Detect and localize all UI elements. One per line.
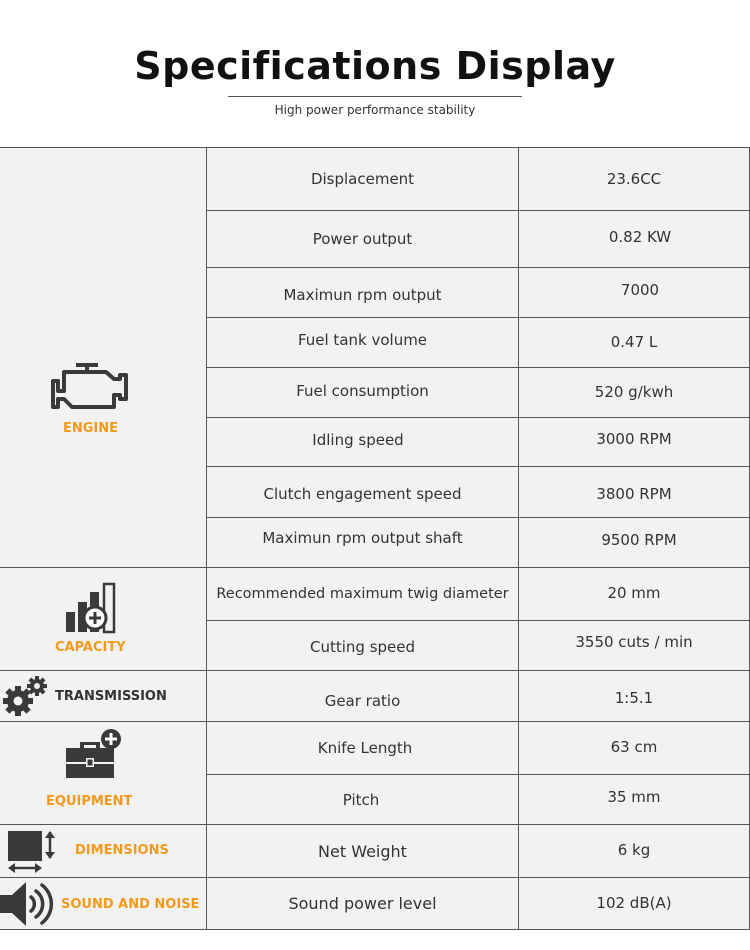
spec-name: Fuel tank volume bbox=[297, 331, 428, 349]
title-divider bbox=[228, 96, 522, 97]
category-sound-and-noise bbox=[0, 878, 206, 930]
speaker-icon bbox=[0, 880, 56, 928]
category-engine bbox=[0, 147, 206, 567]
spec-name: Recommended maximum twig diameter bbox=[216, 586, 509, 602]
spec-value: 9500 RPM bbox=[601, 531, 677, 549]
toolbox-icon bbox=[64, 726, 124, 782]
spec-value: 0.82 KW bbox=[608, 228, 672, 246]
spec-value: 20 mm bbox=[607, 584, 661, 602]
spec-value: 3550 cuts / min bbox=[575, 633, 693, 651]
category-label: ENGINE bbox=[63, 421, 119, 436]
spec-value: 7000 bbox=[620, 280, 660, 299]
page-header bbox=[0, 0, 750, 147]
dimensions-icon bbox=[6, 829, 58, 873]
spec-value: 3800 RPM bbox=[596, 485, 672, 503]
category-transmission bbox=[0, 671, 206, 721]
capacity-icon bbox=[64, 582, 118, 634]
category-equipment bbox=[0, 722, 206, 824]
page-title: Specifications Display bbox=[134, 44, 616, 88]
spec-value: 35 mm bbox=[607, 788, 661, 806]
spec-value: 3000 RPM bbox=[596, 430, 672, 448]
spec-name: Fuel consumption bbox=[296, 382, 429, 400]
spec-name: Idling speed bbox=[312, 431, 404, 449]
engine-icon bbox=[50, 361, 130, 413]
spec-value: 1:5.1 bbox=[614, 689, 654, 707]
spec-name: Cutting speed bbox=[309, 637, 416, 656]
category-capacity bbox=[0, 568, 206, 670]
page-subtitle: High power performance stability bbox=[274, 103, 476, 117]
row-divider bbox=[207, 466, 750, 467]
category-label: CAPACITY bbox=[55, 640, 126, 655]
spec-name: Sound power level bbox=[288, 893, 437, 913]
spec-name: Knife Length bbox=[317, 739, 413, 757]
category-label: DIMENSIONS bbox=[75, 843, 169, 858]
category-label: SOUND AND NOISE bbox=[61, 897, 200, 912]
spec-value: 63 cm bbox=[610, 738, 658, 756]
spec-value: 23.6CC bbox=[606, 170, 662, 188]
spec-name: Maximun rpm output shaft bbox=[262, 529, 463, 547]
specifications-table bbox=[0, 147, 750, 930]
spec-name: Displacement bbox=[310, 170, 415, 188]
gears-icon bbox=[2, 675, 48, 717]
spec-name: Pitch bbox=[342, 790, 380, 809]
spec-name: Power output bbox=[312, 230, 413, 248]
spec-value: 0.47 L bbox=[610, 333, 658, 351]
spec-value: 520 g/kwh bbox=[594, 383, 674, 401]
spec-name: Net Weight bbox=[318, 841, 407, 861]
spec-name: Gear ratio bbox=[324, 692, 401, 710]
spec-name: Maximun rpm output bbox=[283, 285, 442, 304]
spec-name: Clutch engagement speed bbox=[263, 485, 462, 503]
category-label: TRANSMISSION bbox=[55, 689, 167, 704]
category-label: EQUIPMENT bbox=[46, 794, 133, 809]
category-dimensions bbox=[0, 825, 206, 877]
spec-value: 102 dB(A) bbox=[596, 894, 672, 912]
spec-value: 6 kg bbox=[617, 841, 651, 859]
